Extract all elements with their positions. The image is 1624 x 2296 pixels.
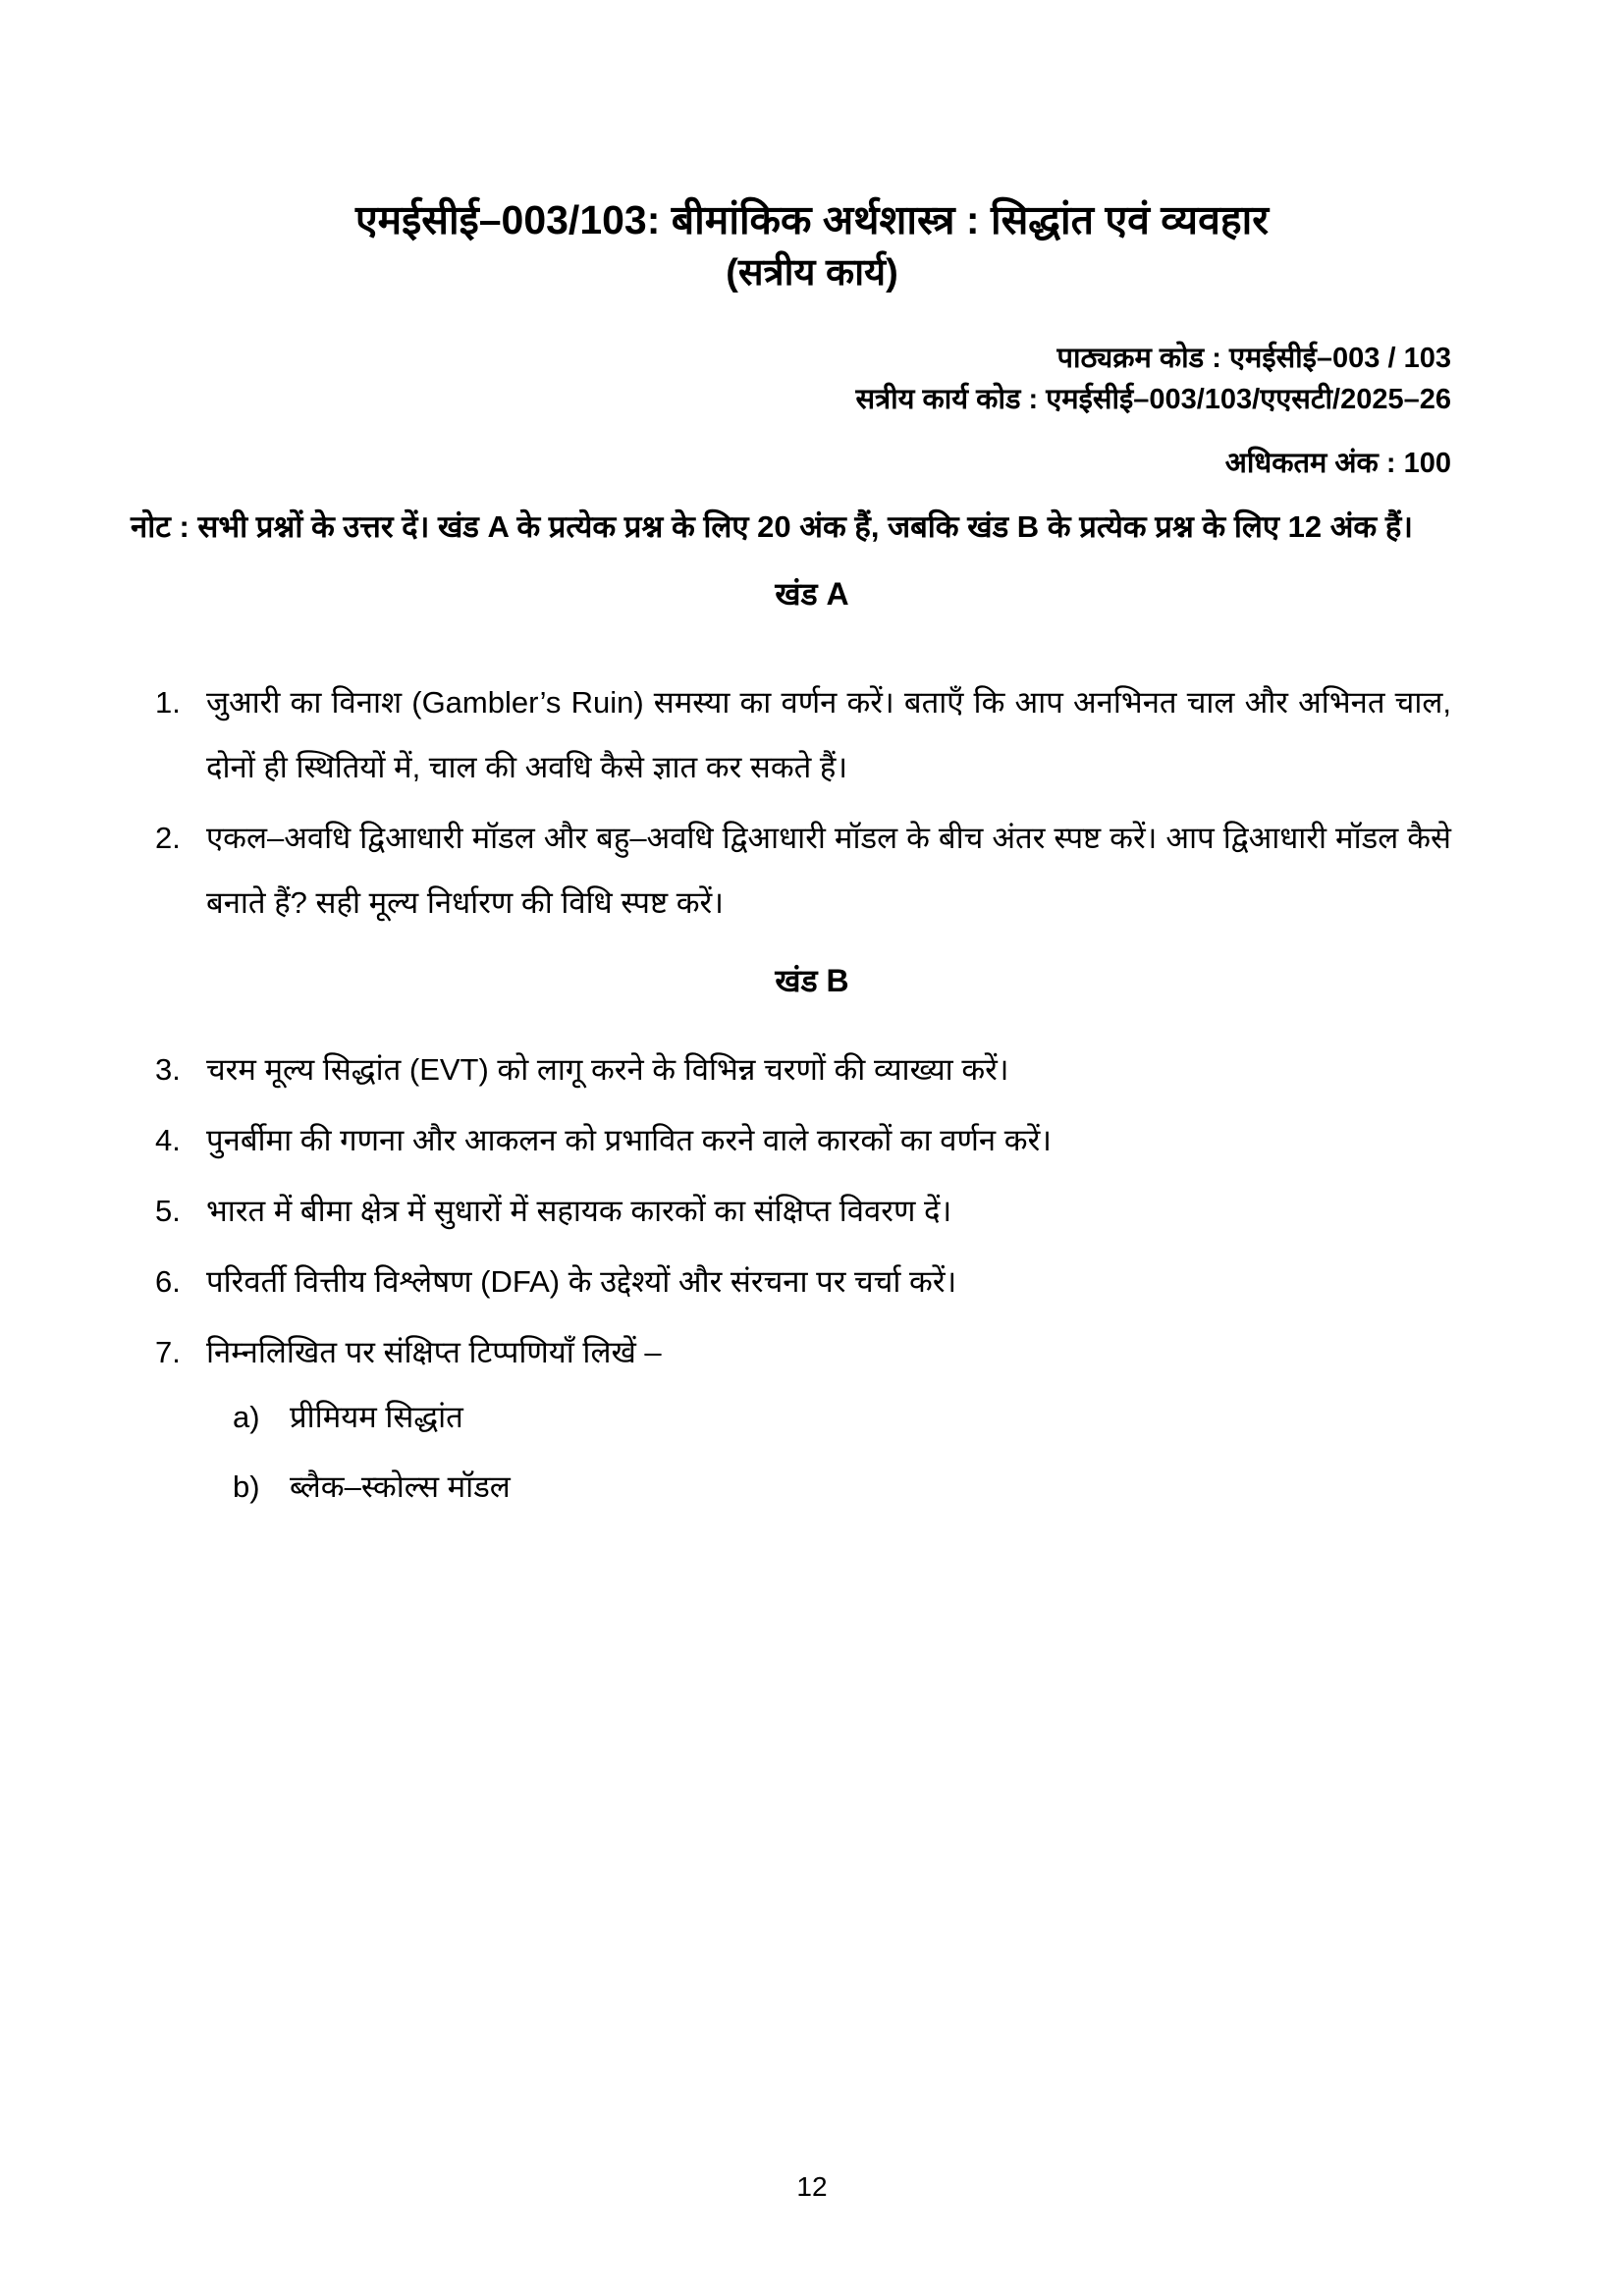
question-6 xyxy=(155,1250,1451,1314)
question-6-text: परिवर्ती वित्तीय विश्लेषण (DFA) के उद्देश्यों और संरचना पर चर्चा करें। xyxy=(206,1264,957,1299)
question-1 xyxy=(155,670,1451,800)
question-3-text: चरम मूल्य सिद्धांत (EVT) को लागू करने के विभिन्न चरणों की व्याख्या करें। xyxy=(206,1052,1009,1087)
question-7a-text: प्रीमियम सिद्धांत xyxy=(290,1400,463,1434)
section-b-heading: खंड B xyxy=(775,963,849,998)
question-7a-label: a) xyxy=(233,1400,260,1434)
title-block xyxy=(0,0,1624,298)
question-1-text: जुआरी का विनाश (Gambler’s Ruin) समस्या का वर्णन करें। बताएँ कि आप अनभिनत चाल और अभिनत चाल, दोनों ही स्थितियों में, चाल की अवधि कैसे ज्ञात कर सकते हैं। xyxy=(206,685,1451,784)
question-7 xyxy=(155,1320,1451,1385)
question-2-text: एकल–अवधि द्विआधारी मॉडल और बहु–अवधि द्विआधारी मॉडल के बीच अंतर स्पष्ट करें। आप द्विआधारी मॉडल कैसे बनाते हैं? सही मूल्य निर्धारण की विधि स्पष्ट करें। xyxy=(206,821,1451,920)
question-7-number: 7. xyxy=(155,1335,181,1369)
question-5-text: भारत में बीमा क्षेत्र में सुधारों में सहायक कारकों का संक्षिप्त विवरण दें। xyxy=(206,1194,952,1228)
question-2-number: 2. xyxy=(155,821,181,855)
question-6-number: 6. xyxy=(155,1264,181,1299)
page-number: 12 xyxy=(796,2171,828,2202)
question-4-number: 4. xyxy=(155,1123,181,1157)
page-title: एमईसीई–003/103: बीमांकिक अर्थशास्त्र : सिद्धांत एवं व्यवहार xyxy=(354,197,1270,242)
question-7b xyxy=(233,1455,1451,1520)
section-a-questions xyxy=(155,670,1451,935)
question-3 xyxy=(155,1038,1451,1102)
section-a-heading: खंड A xyxy=(775,576,849,612)
question-5 xyxy=(155,1179,1451,1244)
question-7-text: निम्नलिखित पर संक्षिप्त टिप्पणियाँ लिखें – xyxy=(206,1335,662,1369)
question-2 xyxy=(155,806,1451,935)
question-5-number: 5. xyxy=(155,1194,181,1228)
page-subtitle: (सत्रीय कार्य) xyxy=(726,252,898,294)
note-text: नोट : सभी प्रश्नों के उत्तर दें। खंड A के प्रत्येक प्रश्न के लिए 20 अंक हैं, जबकि खंड B के प्रत्येक प्रश्न के लिए 12 अंक हैं। xyxy=(131,509,1414,544)
max-marks: अधिकतम अंक : 100 xyxy=(1224,448,1451,479)
question-4-text: पुनर्बीमा की गणना और आकलन को प्रभावित करने वाले कारकों का वर्णन करें। xyxy=(206,1123,1052,1157)
question-1-number: 1. xyxy=(155,685,181,720)
course-code: पाठ्यक्रम कोड : एमईसीई–003 / 103 xyxy=(1056,343,1451,374)
question-4 xyxy=(155,1108,1451,1173)
section-b-questions xyxy=(155,1038,1451,1520)
question-7b-text: ब्लैक–स्कोल्स मॉडल xyxy=(290,1469,511,1504)
assignment-code: सत्रीय कार्य कोड : एमईसीई–003/103/एएसटी/2025–26 xyxy=(855,384,1451,415)
code-block xyxy=(0,338,1624,420)
question-7a xyxy=(233,1385,1451,1450)
question-7b-label: b) xyxy=(233,1469,260,1504)
question-3-number: 3. xyxy=(155,1052,181,1087)
